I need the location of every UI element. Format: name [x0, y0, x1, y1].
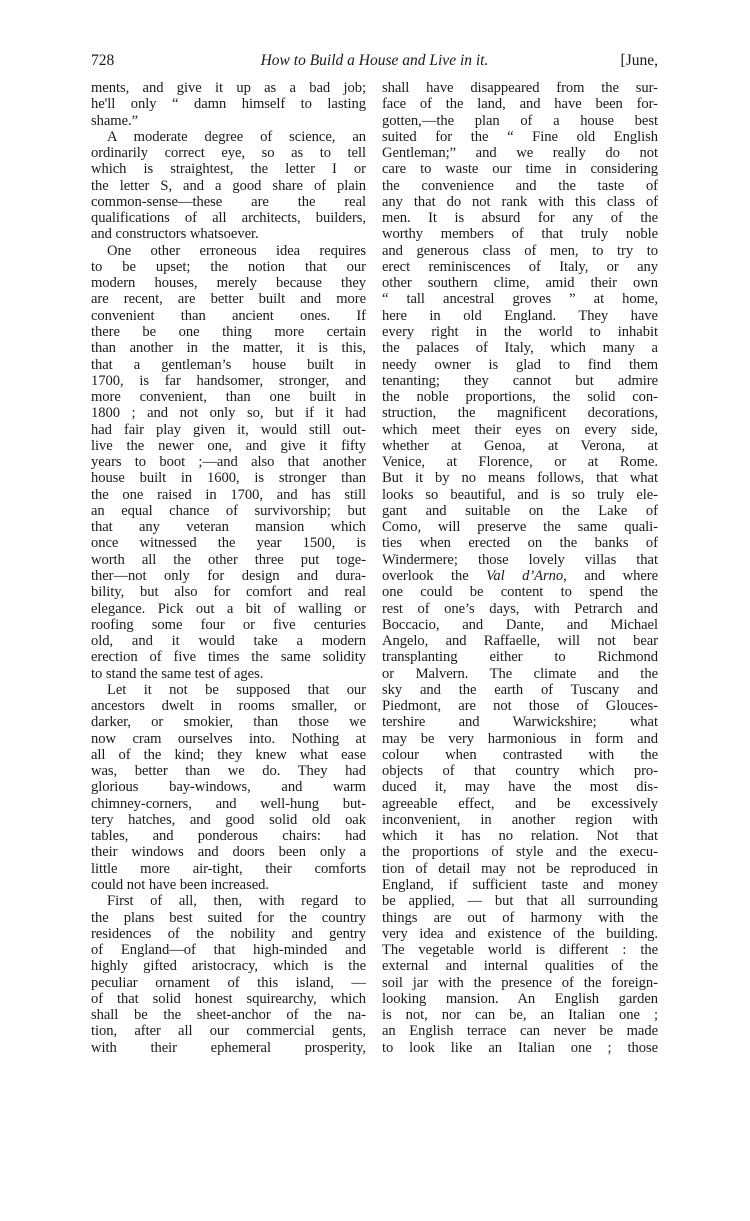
document-page	[91, 50, 658, 1056]
text-line: house built in 1600, is stronger than	[91, 470, 366, 487]
text-line: Let it not be supposed that our	[107, 681, 366, 698]
text-line: colour when contrasted with the	[382, 746, 658, 763]
text-line: But it by no means follows, that what	[382, 470, 658, 487]
text-line: sky and the earth of Tuscany and	[382, 681, 658, 698]
text-line: “ tall ancestral groves ” at home,	[382, 291, 658, 308]
text-line: England, if sufficient taste and money	[382, 877, 658, 894]
text-line: gant and suitable on the Lake of	[382, 502, 658, 519]
text-line: now cram ourselves into. Nothing at	[91, 730, 366, 747]
text-line: and generous class of men, to try to	[382, 242, 658, 259]
text-line: the plans best suited for the country	[91, 909, 366, 926]
text-line: and constructors whatsoever.	[91, 226, 259, 243]
text-line: little more air-tight, their comforts	[91, 860, 366, 877]
text-line: darker, or smokier, than those we	[91, 714, 366, 731]
text-line: things are out of harmony with the	[382, 909, 658, 926]
text-line: could not have been increased.	[91, 877, 270, 894]
text-line: which it has no relation. Not that	[382, 828, 658, 845]
text-line: the proportions of style and the execu-	[382, 844, 658, 861]
text-line: the one raised in 1700, and has still	[91, 486, 366, 503]
text-line: The vegetable world is different : the	[382, 942, 658, 959]
text-line: is not, nor can be, an Italian one ;	[382, 1007, 658, 1024]
text-line: external and internal qualities of the	[382, 958, 658, 975]
text-line: One other erroneous idea requires	[107, 242, 366, 259]
page-number: 728	[91, 52, 115, 69]
text-line: their windows and doors been only a	[91, 844, 366, 861]
text-line: Como, will preserve the same quali-	[382, 519, 658, 536]
text-line: erection of five times the same solidity	[91, 649, 366, 666]
text-line: than another in the matter, it is this,	[91, 340, 366, 357]
text-line: soil jar with the presence of the foreign-	[382, 974, 658, 991]
text-line: had fair play given it, would still out-	[91, 421, 366, 438]
text-line: struction, the magnificent decorations,	[382, 405, 658, 422]
text-line: ther—not only for design and dura-	[91, 567, 366, 584]
text-line: or Malvern. The climate and the	[382, 665, 658, 682]
text-line: glorious bay-windows, and warm	[91, 779, 366, 796]
text-line: residences of the nobility and gentry	[91, 925, 366, 942]
text-line: needy owner is glad to find them	[382, 356, 658, 373]
text-line: peculiar ornament of this island, —	[91, 974, 366, 991]
text-line: with their ephemeral prosperity,	[91, 1039, 366, 1056]
text-line: old, and it would take a modern	[91, 633, 366, 650]
text-line: whether at Genoa, at Verona, at	[382, 437, 658, 454]
text-line: which is straightest, the letter I or	[91, 161, 366, 178]
text-line: qualifications of all architects, builders,	[91, 210, 366, 227]
text-line: ancestors dwelt in rooms smaller, or	[91, 698, 366, 715]
text-line: common-sense—these are the real	[91, 193, 366, 210]
text-line: rest of one’s days, with Petrarch and	[382, 600, 658, 617]
text-line: shall be the sheet-anchor of the na-	[91, 1007, 366, 1024]
text-line: of that solid honest squirearchy, which	[91, 990, 366, 1007]
text-line: highly gifted aristocracy, which is the	[91, 958, 366, 975]
text-line: ordinarily correct eye, so as to tell	[91, 145, 366, 162]
text-line: shall have disappeared from the sur-	[382, 80, 658, 96]
text-line: Boccacio, and Dante, and Michael	[382, 616, 658, 633]
text-line: suited for the “ Fine old English	[382, 128, 658, 145]
text-line: the convenience and the taste of	[382, 177, 658, 194]
text-line: inconvenient, in another region with	[382, 811, 658, 828]
text-line: more convenient, than one built in	[91, 389, 366, 406]
text-line: very idea and existence of the building.	[382, 925, 658, 942]
text-line: erect reminiscences of Italy, or any	[382, 258, 658, 275]
left-column	[91, 80, 366, 1056]
text-line: was, better than we do. They had	[91, 763, 366, 780]
text-line: 1800 ; and not only so, but if it had	[91, 405, 366, 422]
text-line: Gentleman;” and we really do not	[382, 145, 658, 162]
text-line: tion of detail may not be reproduced in	[382, 860, 658, 877]
text-line: roofing some four or five centuries	[91, 616, 366, 633]
text-line: care to waste our time in considering	[382, 161, 658, 178]
text-line: an English terrace can never be made	[382, 1023, 658, 1040]
text-line: the palaces of Italy, which many a	[382, 340, 658, 357]
text-line: he'll only “ damn himself to lasting	[91, 96, 366, 113]
text-line: worth all the other three put toge-	[91, 551, 366, 568]
text-line: to look like an Italian one ; those	[382, 1039, 658, 1056]
text-line: here in old England. They have	[382, 307, 658, 324]
running-head	[91, 50, 658, 72]
text-line: any that do not rank with this class of	[382, 193, 658, 210]
text-line: Piedmont, are not those of Glouces-	[382, 698, 658, 715]
right-column	[382, 80, 658, 1056]
text-line: Angelo, and Raffaelle, will not bear	[382, 633, 658, 650]
running-title: How to Build a House and Live in it.	[260, 52, 489, 69]
text-line: bility, but also for comfort and real	[91, 584, 366, 601]
text-line: all of the kind; they knew what ease	[91, 746, 366, 763]
text-line: overlook the Val d’Arno, and where	[382, 567, 658, 584]
text-line: elegance. Pick out a bit of walling or	[91, 600, 366, 617]
text-line: chimney-corners, and well-hung but-	[91, 795, 366, 812]
text-line: transplanting either to Richmond	[382, 649, 658, 666]
text-line: the letter S, and a good share of plain	[91, 177, 366, 194]
text-line: to stand the same test of ages.	[91, 665, 264, 682]
italic-phrase: Val d’Arno	[486, 567, 564, 584]
text-line: are recent, are better built and more	[91, 291, 366, 308]
text-line: shame.”	[91, 112, 139, 129]
text-line: may be very harmonious in form and	[382, 730, 658, 747]
text-line: other southern clime, amid their own	[382, 275, 658, 292]
text-line: objects of that country which pro-	[382, 763, 658, 780]
text-line: 1700, is far handsomer, stronger, and	[91, 372, 366, 389]
text-line: to be upset; the notion that our	[91, 258, 366, 275]
text-line: be applied, — but that all surrounding	[382, 893, 658, 910]
text-line: one could be content to spend the	[382, 584, 658, 601]
text-line: the noble proportions, the solid con-	[382, 389, 658, 406]
text-line: duced it, may have the most dis-	[382, 779, 658, 796]
text-line: there be one thing more certain	[91, 323, 366, 340]
running-date: [June,	[620, 52, 658, 69]
text-line: an equal chance of survivorship; but	[91, 502, 366, 519]
text-line: Windermere; those lovely villas that	[382, 551, 658, 568]
text-line: once witnessed the year 1500, is	[91, 535, 366, 552]
text-line: Venice, at Florence, or at Rome.	[382, 454, 658, 471]
text-line: tershire and Warwickshire; what	[382, 714, 658, 731]
text-line: face of the land, and have been for-	[382, 96, 658, 113]
text-line: live the newer one, and give it fifty	[91, 437, 366, 454]
text-line: ties when erected on the banks of	[382, 535, 658, 552]
text-line: that a gentleman’s house built in	[91, 356, 366, 373]
text-line: looking mansion. An English garden	[382, 990, 658, 1007]
text-line: ments, and give it up as a bad job;	[91, 80, 366, 96]
text-line: First of all, then, with regard to	[107, 893, 366, 910]
text-line: modern houses, merely because they	[91, 275, 366, 292]
text-line: convenient than ancient ones. If	[91, 307, 366, 324]
text-line: gotten,—the plan of a house best	[382, 112, 658, 129]
text-line: years to boot ;—and also that another	[91, 454, 366, 471]
text-line: worthy members of that truly noble	[382, 226, 658, 243]
text-line: agreeable effect, and be excessively	[382, 795, 658, 812]
text-line: that any veteran mansion which	[91, 519, 366, 536]
text-line: which meet their eyes on every side,	[382, 421, 658, 438]
text-line: men. It is absurd for any of the	[382, 210, 658, 227]
text-line: tery hatches, and good solid old oak	[91, 811, 366, 828]
text-line: looks so beautiful, and is so truly ele-	[382, 486, 658, 503]
text-line: A moderate degree of science, an	[107, 128, 366, 145]
text-line: tenanting; they cannot but admire	[382, 372, 658, 389]
text-line: of England—of that high-minded and	[91, 942, 366, 959]
text-line: every right in the world to inhabit	[382, 323, 658, 340]
text-line: tion, after all our commercial gents,	[91, 1023, 366, 1040]
text-line: tables, and ponderous chairs: had	[91, 828, 366, 845]
